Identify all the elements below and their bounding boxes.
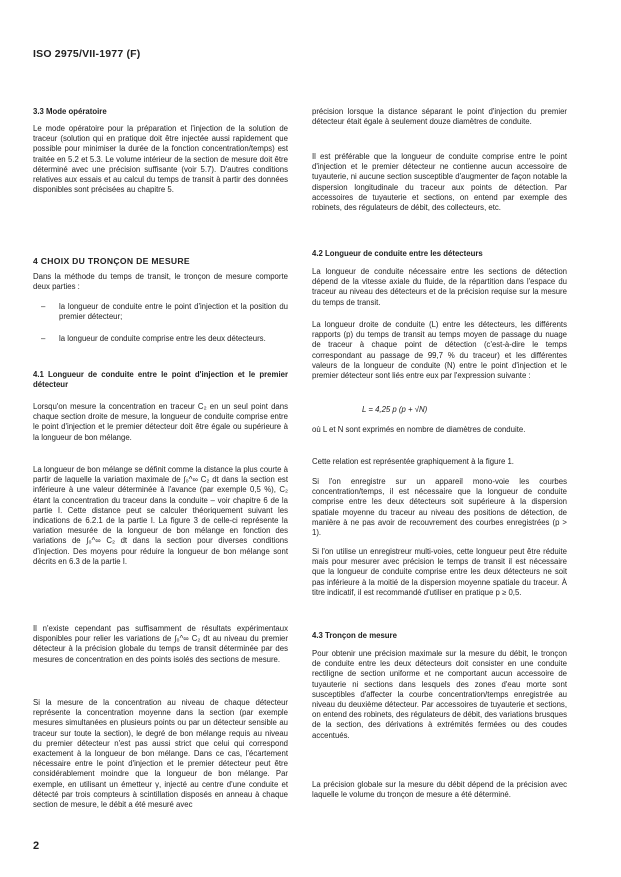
section-4-title: 4 CHOIX DU TRONÇON DE MESURE — [33, 256, 190, 266]
section-3-3-title: 3.3 Mode opératoire — [33, 107, 107, 116]
list-item-text: la longueur de conduite comprise entre les deux détecteurs. — [59, 334, 266, 343]
section-4-2-title: 4.2 Longueur de conduite entre les détecteurs — [312, 249, 483, 258]
section-4-3-title: 4.3 Tronçon de mesure — [312, 631, 397, 640]
list-item-text: la longueur de conduite entre le point d'injection et la position du premier détecteur; — [59, 302, 288, 322]
document-header: ISO 2975/VII-1977 (F) — [33, 48, 141, 60]
section-3-3-body: Le mode opératoire pour la préparation et l'injection de la solution de traceur (solution qui en pratique doit être injectée aussi rapidement que possible pour minimiser la durée de la fonction concentration/temps) est traitée en 5.2 et 5.3. Le volume intérieur de la section de mesure doit être déterminé avec une précision suffisante (voir 5.7). D'autres conditions relatives aux essais et au calcul du temps de transit à partir des données disponibles sont précisées au chapitre 5. — [33, 124, 288, 195]
section-4-3-paragraph-1: Pour obtenir une précision maximale sur la mesure du débit, le tronçon de conduite entre les deux détecteurs doit consister en une conduite rectiligne de section uniforme et ne comportant aucun accessoire de tuyauterie ni sections dans lesquels des zones d'eau morte sont susceptibles d'affecter la courbe concentration/temps enregistrée au niveau du deuxième détecteur. Par accessoires de tuyauterie et sections, on entend des robinets, des régulateurs de débit, des variations brusques de la section, des dérivations à extrémités fermées ou des coudes accentués. — [312, 649, 567, 740]
section-4-2-paragraph-2: La longueur droite de conduite (L) entre les détecteurs, les différents rapports (p) du temps de transit au temps moyen de passage du nuage de traceur à chaque point de détection (c'est-à-dire le temps correspondant au passage de 99,7 % du traceur) et les différentes valeurs de la longueur de conduite (N) entre le point d'injection et le premier détecteur sont liés entre eux par l'expression suivante : — [312, 320, 567, 381]
section-4-2-paragraph-3: où L et N sont exprimés en nombre de diamètres de conduite. — [312, 425, 526, 434]
section-4-1-paragraph-3: Il n'existe cependant pas suffisamment de résultats expérimentaux disponibles pour relier les variations de ∫₀^∞ C₂ dt au niveau du premier détecteur à la précision globale du temps de transit déterminée par des mesures de concentration en des points isolés des sections de mesure. — [33, 624, 288, 664]
list-item — [33, 334, 288, 344]
bullet-dash: – — [41, 302, 46, 311]
section-4-2-paragraph-1: La longueur de conduite nécessaire entre les sections de détection dépend de la vitesse axiale du fluide, de la répartition dans l'espace du traceur au niveau des détecteurs et de la précision requise sur la mesure du temps de transit. — [312, 267, 567, 307]
section-4-2-paragraph-6: Si l'on utilise un enregistreur multi-voies, cette longueur peut être réduite mais pour mesurer avec précision le temps de transit il est nécessaire que la longueur de conduite comprise entre les deux détecteurs ne soit pas inférieure à la moitié de la dispersion moyenne spatiale du traceur. À titre indicatif, il est recommandé d'utiliser en pratique p ≥ 0,5. — [312, 547, 567, 597]
section-4-1-title: 4.1 Longueur de conduite entre le point d'injection et le premier détecteur — [33, 370, 288, 390]
section-4-3-paragraph-2: La précision globale sur la mesure du débit dépend de la précision avec laquelle le volume du tronçon de mesure a été déterminé. — [312, 780, 567, 800]
formula: L = 4,25 p (p + √N) — [362, 405, 428, 414]
continued-paragraph: précision lorsque la distance séparant le point d'injection du premier détecteur était égale à seulement douze diamètres de conduite. — [312, 107, 567, 127]
section-4-1-paragraph-4: Si la mesure de la concentration au niveau de chaque détecteur représente la concentration moyenne dans la section (par exemple mesures simultanées en plusieurs points ou par un détecteur sensible au traceur sur toute la section), le degré de bon mélange requis au niveau du premier détecteur n'est pas aussi strict que celui qui correspond exactement à la longueur de bon mélange. Dans ce cas, l'écartement nécessaire entre le point d'injection et le premier détecteur peut être considérablement moindre que la longueur de bon mélange. Par exemple, en utilisant un émetteur γ, injecté au centre d'une conduite et détecté par trois compteurs à scintillation disposés en anneau à chaque section de mesure, le débit a été mesuré avec — [33, 698, 288, 810]
section-4-1-paragraph-2: La longueur de bon mélange se définit comme la distance la plus courte à partir de laquelle la variation maximale de ∫₀^∞ C₂ dt dans la section est inférieure à une valeur déterminée à l'avance (par exemple 0,5 %), C₂ étant la concentration du traceur dans la conduite – voir chapitre 6 de la partie I. Cette distance peut se calculer théoriquement suivant les indications de 6.2.1 de la partie I. La figure 3 de celle-ci représente la variation mesurée de la longueur de bon mélange en fonction des variations de ∫₀^∞ C₂ dt dans la section pour diverses conditions d'injection. Des moyens pour réduire la longueur de bon mélange sont décrits en 6.3 de la partie I. — [33, 465, 288, 566]
list-item — [33, 302, 288, 322]
preference-paragraph: Il est préférable que la longueur de conduite comprise entre le point d'injection et le premier détecteur ne contienne aucun accessoire de tuyauterie, ni aucune section susceptible d'augmenter de façon notable la dispersion longitudinale du traceur aux points de détection. Par accessoires de tuyauterie et sections, on entend par exemple des robinets, des régulateurs de débit, des collecteurs, etc. — [312, 152, 567, 213]
bullet-dash: – — [41, 334, 46, 343]
page-number: 2 — [33, 840, 40, 852]
section-4-2-paragraph-5: Si l'on enregistre sur un appareil mono-voie les courbes concentration/temps, il est nécessaire que la longueur de conduite comprise entre les deux détecteurs soit supérieure à la dispersion spatiale moyenne du traceur au niveau des positions de détection, de manière à ne pas avoir de recouvrement des courbes enregistrées (p > 1). — [312, 477, 567, 538]
section-4-intro: Dans la méthode du temps de transit, le tronçon de mesure comporte deux parties : — [33, 272, 288, 292]
section-4-2-paragraph-4: Cette relation est représentée graphiquement à la figure 1. — [312, 457, 514, 466]
section-4-1-paragraph-1: Lorsqu'on mesure la concentration en traceur C₂ en un seul point dans chaque section droite de mesure, la longueur de conduite comprise entre le point d'injection et le premier détecteur doit être égale ou supérieure à la longueur de bon mélange. — [33, 402, 288, 442]
